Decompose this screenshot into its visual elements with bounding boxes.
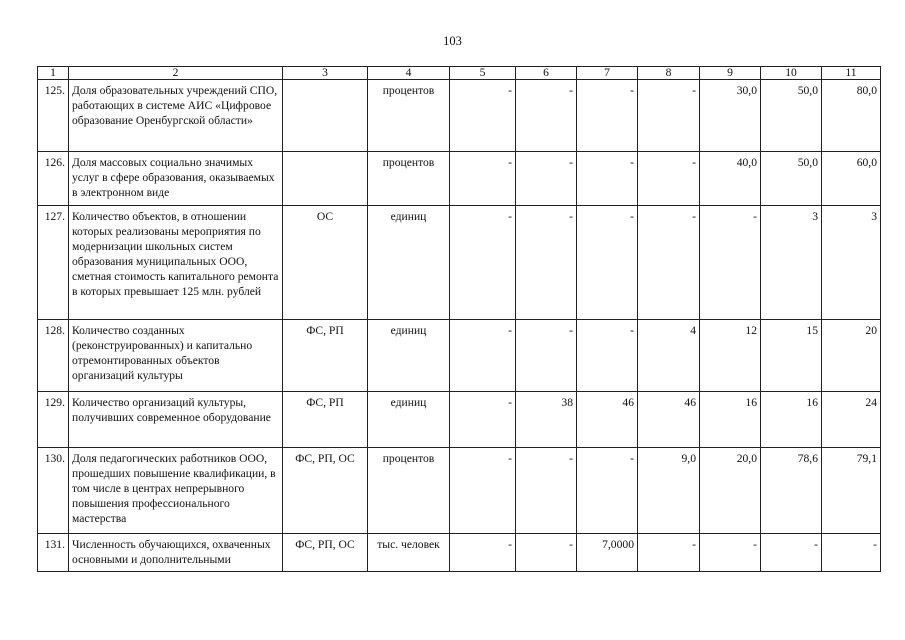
value-cell: - xyxy=(450,152,516,206)
value-cell: 20 xyxy=(822,320,881,392)
value-cell: - xyxy=(577,80,638,152)
column-header: 7 xyxy=(577,67,638,80)
value-cell: 78,6 xyxy=(761,448,822,534)
column-header: 8 xyxy=(638,67,700,80)
value-cell: 20,0 xyxy=(700,448,761,534)
value-cell: - xyxy=(450,392,516,448)
value-cell: 50,0 xyxy=(761,152,822,206)
row-number: 126. xyxy=(38,152,69,206)
column-header: 11 xyxy=(822,67,881,80)
value-cell: - xyxy=(638,152,700,206)
column-header: 6 xyxy=(516,67,577,80)
value-cell: - xyxy=(700,206,761,320)
value-cell: 46 xyxy=(577,392,638,448)
value-cell: 15 xyxy=(761,320,822,392)
table-row xyxy=(38,392,881,448)
indicator-unit: процентов xyxy=(368,80,450,152)
indicator-unit: процентов xyxy=(368,152,450,206)
indicator-name: Доля образовательных учреждений СПО, работающих в системе АИС «Цифровое образование Оренбургской области» xyxy=(69,80,283,152)
value-cell: 38 xyxy=(516,392,577,448)
value-cell: - xyxy=(577,448,638,534)
indicator-name: Количество созданных (реконструированных) и капитально отремонтированных объектов организаций культуры xyxy=(69,320,283,392)
value-cell: - xyxy=(450,534,516,572)
value-cell: - xyxy=(638,534,700,572)
value-cell: 16 xyxy=(700,392,761,448)
value-cell: 50,0 xyxy=(761,80,822,152)
indicator-source: ОС xyxy=(283,206,368,320)
value-cell: - xyxy=(577,206,638,320)
value-cell: - xyxy=(822,534,881,572)
column-header: 10 xyxy=(761,67,822,80)
value-cell: - xyxy=(577,152,638,206)
indicator-name: Численность обучающихся, охваченных основными и дополнительными xyxy=(69,534,283,572)
value-cell: 46 xyxy=(638,392,700,448)
value-cell: 4 xyxy=(638,320,700,392)
table-row xyxy=(38,80,881,152)
value-cell: - xyxy=(516,320,577,392)
page-number: 103 xyxy=(443,34,462,48)
indicator-unit: процентов xyxy=(368,448,450,534)
column-header: 3 xyxy=(283,67,368,80)
table-row xyxy=(38,534,881,572)
value-cell: 24 xyxy=(822,392,881,448)
column-header: 5 xyxy=(450,67,516,80)
indicators-table xyxy=(37,66,881,572)
value-cell: - xyxy=(450,320,516,392)
value-cell: - xyxy=(516,80,577,152)
value-cell: 30,0 xyxy=(700,80,761,152)
column-number-row xyxy=(38,67,881,80)
column-header: 4 xyxy=(368,67,450,80)
value-cell: 40,0 xyxy=(700,152,761,206)
indicator-source xyxy=(283,152,368,206)
table-row xyxy=(38,152,881,206)
column-header: 1 xyxy=(38,67,69,80)
value-cell: - xyxy=(761,534,822,572)
value-cell: - xyxy=(516,152,577,206)
value-cell: - xyxy=(516,206,577,320)
indicator-name: Количество организаций культуры, получивших современное оборудование xyxy=(69,392,283,448)
indicator-source: ФС, РП, ОС xyxy=(283,534,368,572)
indicator-source: ФС, РП xyxy=(283,320,368,392)
indicator-unit: тыс. человек xyxy=(368,534,450,572)
value-cell: 7,0000 xyxy=(577,534,638,572)
value-cell: 12 xyxy=(700,320,761,392)
column-header: 2 xyxy=(69,67,283,80)
value-cell: - xyxy=(450,80,516,152)
value-cell: - xyxy=(450,206,516,320)
value-cell: 3 xyxy=(822,206,881,320)
value-cell: - xyxy=(577,320,638,392)
value-cell: - xyxy=(638,206,700,320)
table-row xyxy=(38,320,881,392)
row-number: 127. xyxy=(38,206,69,320)
indicator-unit: единиц xyxy=(368,392,450,448)
value-cell: - xyxy=(516,448,577,534)
value-cell: 79,1 xyxy=(822,448,881,534)
indicator-source xyxy=(283,80,368,152)
indicator-name: Доля массовых социально значимых услуг в сфере образования, оказываемых в электронном виде xyxy=(69,152,283,206)
value-cell: 60,0 xyxy=(822,152,881,206)
indicator-name: Доля педагогических работников ООО, прошедших повышение квалификации, в том числе в центрах непрерывного повышения профессионального мастерства xyxy=(69,448,283,534)
column-header: 9 xyxy=(700,67,761,80)
row-number: 131. xyxy=(38,534,69,572)
table-row xyxy=(38,448,881,534)
row-number: 128. xyxy=(38,320,69,392)
value-cell: - xyxy=(700,534,761,572)
value-cell: - xyxy=(516,534,577,572)
value-cell: 9,0 xyxy=(638,448,700,534)
indicator-source: ФС, РП, ОС xyxy=(283,448,368,534)
value-cell: 16 xyxy=(761,392,822,448)
indicator-source: ФС, РП xyxy=(283,392,368,448)
value-cell: 3 xyxy=(761,206,822,320)
value-cell: 80,0 xyxy=(822,80,881,152)
row-number: 129. xyxy=(38,392,69,448)
row-number: 130. xyxy=(38,448,69,534)
value-cell: - xyxy=(450,448,516,534)
row-number: 125. xyxy=(38,80,69,152)
value-cell: - xyxy=(638,80,700,152)
table-row xyxy=(38,206,881,320)
indicator-unit: единиц xyxy=(368,320,450,392)
indicator-name: Количество объектов, в отношении которых реализованы мероприятия по модернизации школьных систем образования муниципальных ООО, сметная стоимость капитального ремонта в которых превышает 125 млн. рублей xyxy=(69,206,283,320)
indicator-unit: единиц xyxy=(368,206,450,320)
